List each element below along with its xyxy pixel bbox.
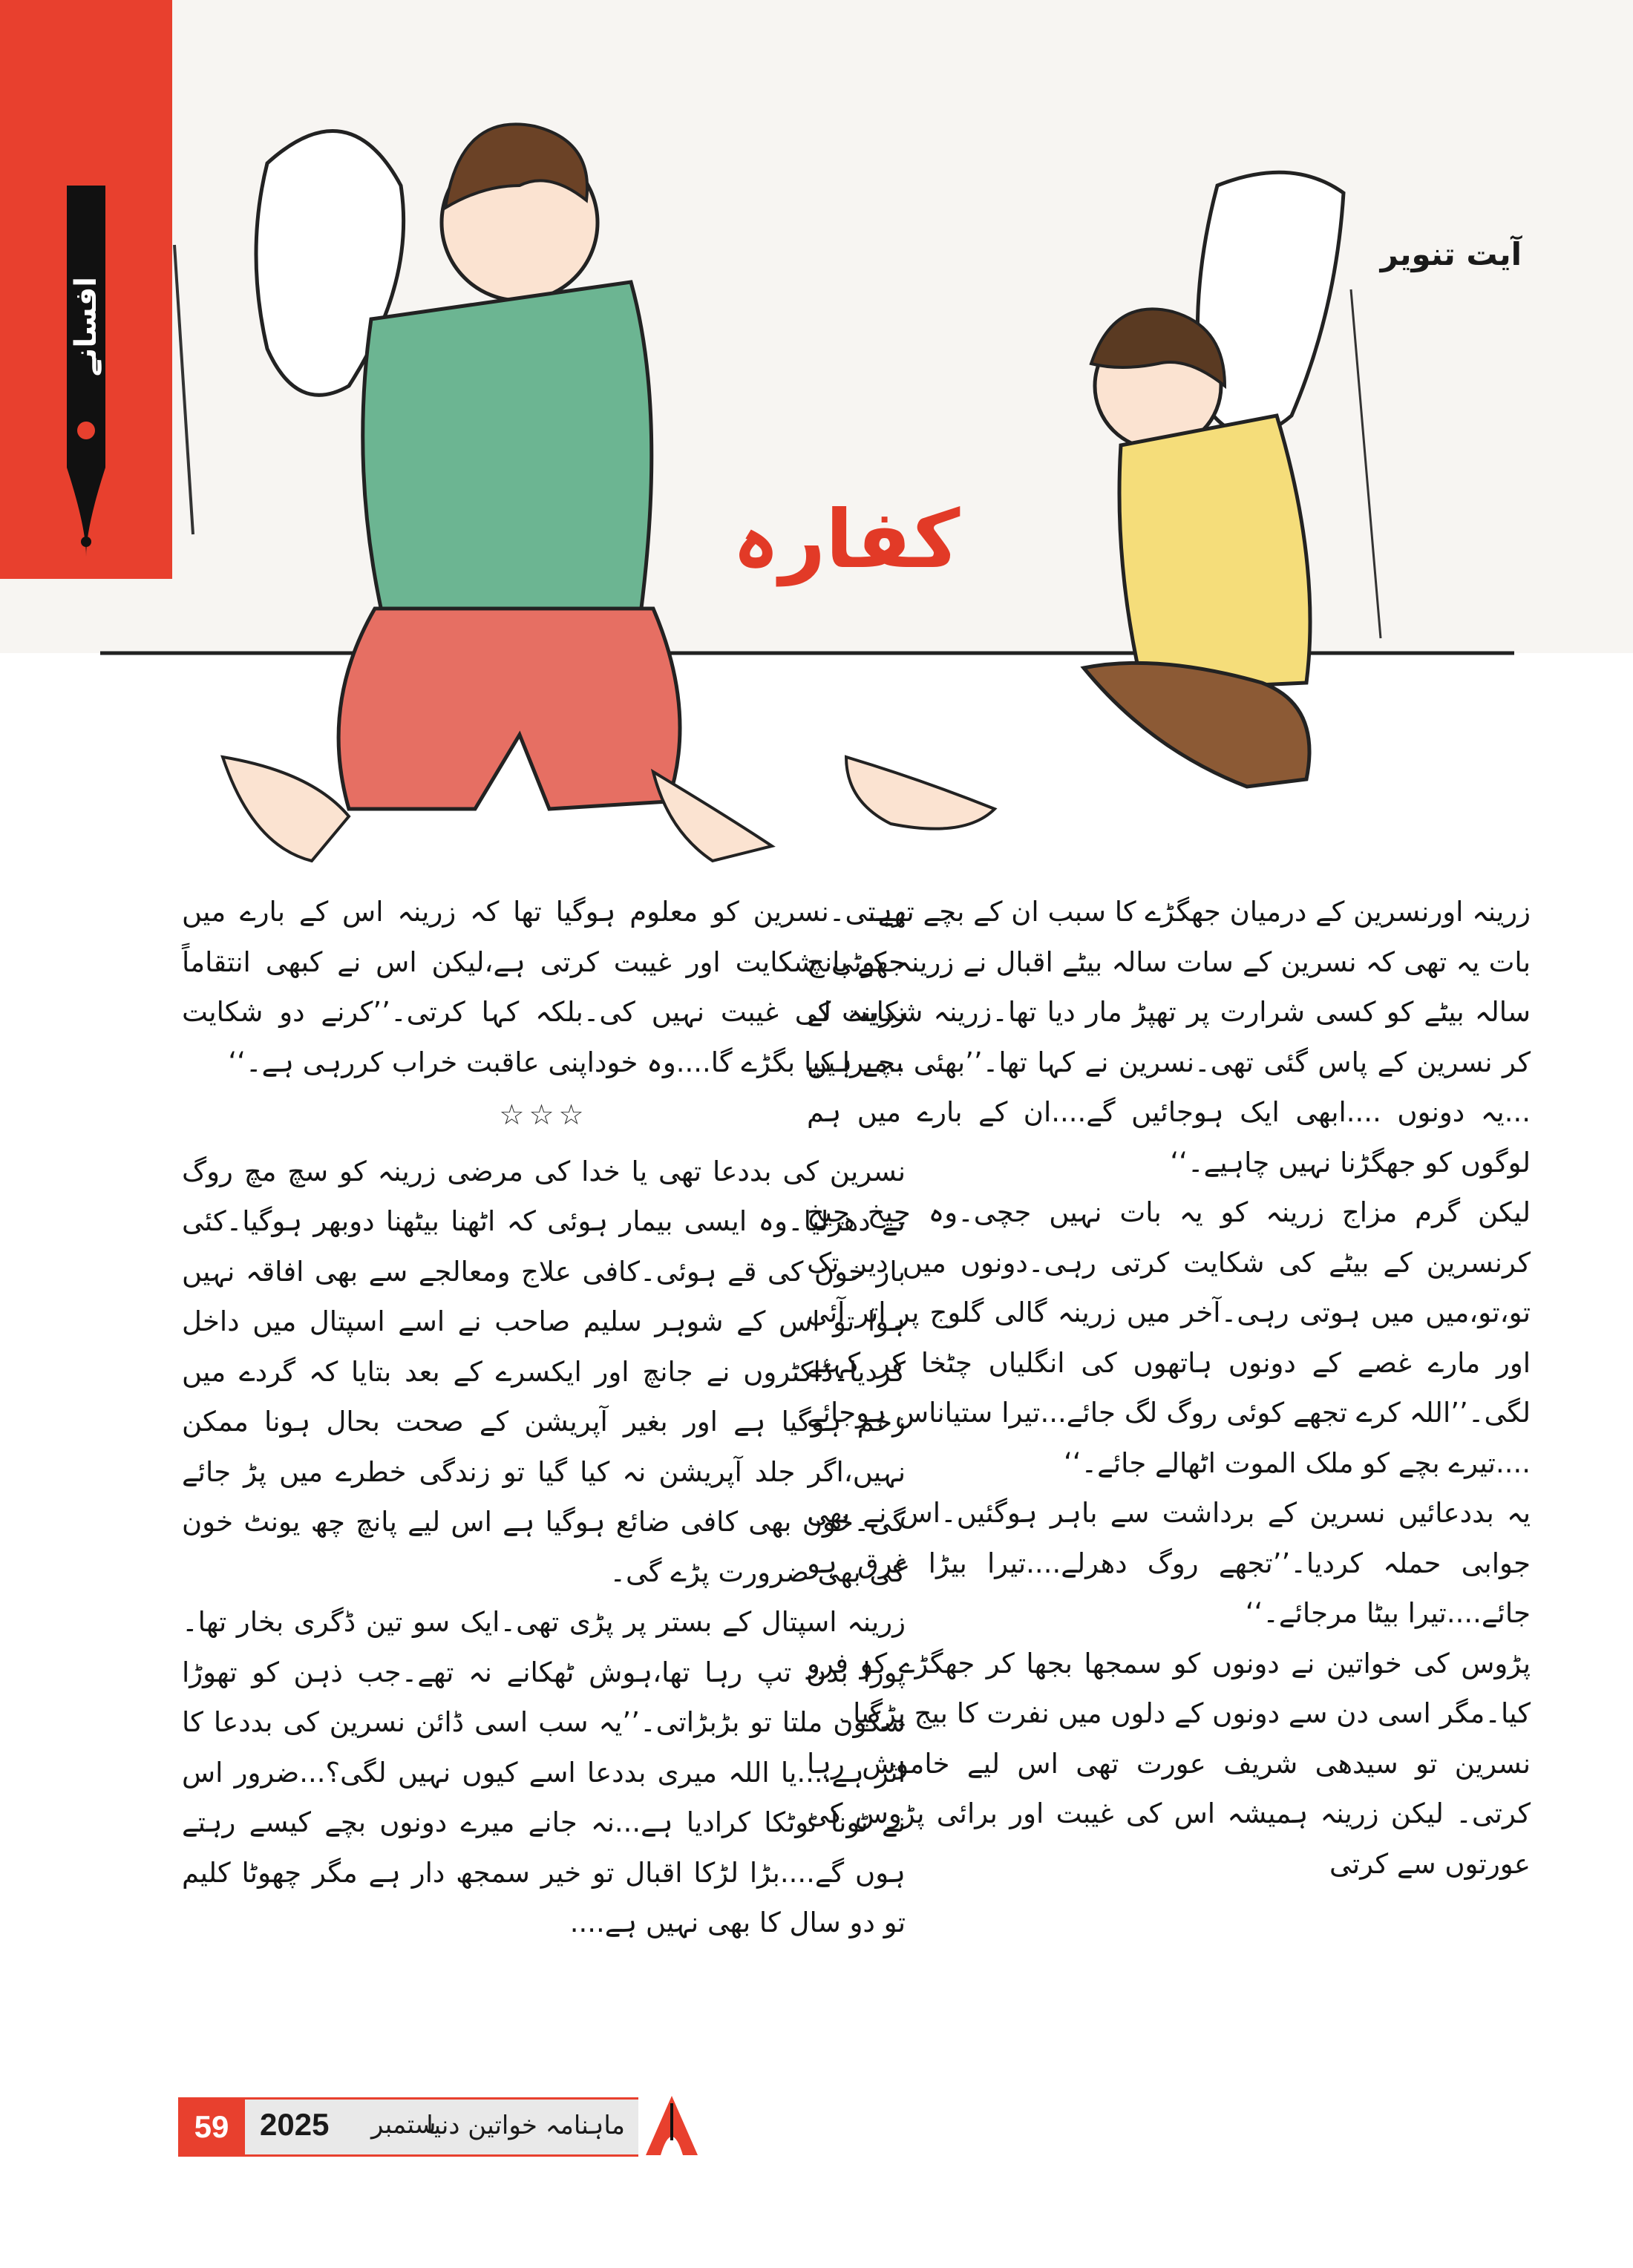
magazine-logo-icon — [638, 2088, 705, 2163]
text-column-left — [182, 887, 906, 1948]
story-title: کفارہ — [732, 494, 961, 586]
paragraph: نسرین کی بددعا تھی یا خدا کی مرضی زرینہ کو سچ مچ روگ نے دھرلیا۔وہ ایسی بیمار ہوئی کہ اٹھنا بیٹھنا دوبھر ہوگیا۔کئی بار خون کی قے ہوئی۔کافی علاج ومعالجے سے بھی افاقہ نہیں ہوا تو اس کے شوہر سلیم صاحب نے اسے اسپتال میں داخل کردیا۔ڈاکٹروں نے جانچ اور ایکسرے کے بعد بتایا کہ گردے میں زخم ہوگیا ہے اور بغیر آپریشن کے صحت بحال ہونا ممکن نہیں،اگر جلد آپریشن نہ کیا گیا تو زندگی خطرے میں پڑ جائے گی۔خون بھی کافی ضائع ہوگیا ہے اس لیے پانچ چھ یونٹ خون کی بھی ضرورت پڑے گی۔ — [182, 1155, 906, 1588]
paragraph: رہتی۔نسرین کو معلوم ہوگیا تھا کہ زرینہ اس کے بارے میں جھوٹی شکایت اور غیبت کرتی ہے،لیکن اس نے کبھی انتقاماً زرینہ کی غیبت نہیں کی۔بلکہ کہا کرتی۔’’کرنے دو شکایت ..میرا کیا بگڑے گا....وہ خوداپنی عاقبت خراب کررہی ہے۔‘‘ — [182, 896, 906, 1078]
paragraph: بات یہ تھی کہ نسرین کے سات سالہ بیٹے اقبال نے زرینہ کے پانچ سالہ بیٹے کو کسی شرارت پر تھپڑ مار دیا تھا۔زرینہ شکایت لے کر نسرین کے پاس گئی تھی۔نسرین نے کہا تھا۔’’بھئی بچے ہیں ...یہ دونوں ....ابھی ایک ہوجائیں گے....ان کے بارے میں ہم لوگوں کو جھگڑنا نہیں چاہیے۔‘‘ — [807, 945, 1531, 1179]
paragraph: نسرین تو سیدھی شریف عورت تھی اس لیے خاموش رہا کرتی۔ لیکن زرینہ ہمیشہ اس کی غیبت اور برائی پڑوس کی عورتوں سے کرتی — [807, 1747, 1531, 1880]
text-column-right — [807, 887, 1531, 1889]
paragraph: لیکن گرم مزاج زرینہ کو یہ بات نہیں جچی۔وہ چیخ چیخ کرنسرین کے بیٹے کی شکایت کرتی رہی۔دونوں میں دیر تک تو،تو،میں میں ہوتی رہی۔آخر میں زرینہ گالی گلوج پر اتر آئی اور مارے غصے کے دونوں ہاتھوں کی انگلیاں چٹخا کر کہنے لگی۔’’اللہ کرے تجھے کوئی روگ لگ جائے...تیرا ستیاناس ہوجائے ....تیرے بچے کو ملک الموت اٹھالے جائے۔‘‘ — [807, 1196, 1531, 1479]
issue-year: 2025 — [260, 2107, 330, 2142]
paragraph: یہ بددعائیں نسرین کے برداشت سے باہر ہوگئیں۔اس نے بھی جوابی حملہ کردیا۔’’تجھے روگ دھرلے....تیرا بیڑا غرق ہو جائے....تیرا بیٹا مرجائے۔‘‘ — [807, 1497, 1531, 1629]
story-illustration — [0, 0, 1633, 883]
magazine-name: ماہنامہ خواتین دنیا — [426, 2111, 625, 2140]
section-label: افسانے — [69, 276, 103, 377]
section-separator: ☆☆☆ — [499, 1098, 589, 1131]
section-sidebar — [0, 0, 172, 579]
paragraph: زرینہ اورنسرین کے درمیان جھگڑے کا سبب ان کے بچے تھے۔ — [862, 896, 1531, 928]
paragraph: زرینہ اسپتال کے بستر پر پڑی تھی۔ایک سو تین ڈگری بخار تھا۔پورا بدن تپ رہا تھا،ہوش ٹھکانے نہ تھے۔جب ذہن کو تھوڑا سکون ملتا تو بڑبڑاتی۔’’یہ سب اسی ڈائن نسرین کی بددعا کا اثر ہے....یا اللہ میری بددعا اسے کیوں نہیں لگی؟...ضرور اس نے ٹونا ٹوٹکا کرادیا ہے...نہ جانے میرے دونوں بچے کیسے رہتے ہوں گے....بڑا لڑکا اقبال تو خیر سمجھ دار ہے مگر چھوٹا کلیم تو دو سال کا بھی نہیں ہے.... — [182, 1606, 906, 1938]
page-number: 59 — [178, 2097, 245, 2157]
author-name: آیت تنویر — [1380, 236, 1522, 272]
page-footer — [178, 2097, 705, 2157]
paragraph: پڑوس کی خواتین نے دونوں کو سمجھا بجھا کر جھگڑے کو فرو کیا۔مگر اسی دن سے دونوں کے دلوں میں نفرت کا بیج پڑگیا۔ — [807, 1647, 1531, 1729]
footer-bar — [245, 2097, 638, 2157]
issue-month: ستمبر — [371, 2110, 436, 2140]
